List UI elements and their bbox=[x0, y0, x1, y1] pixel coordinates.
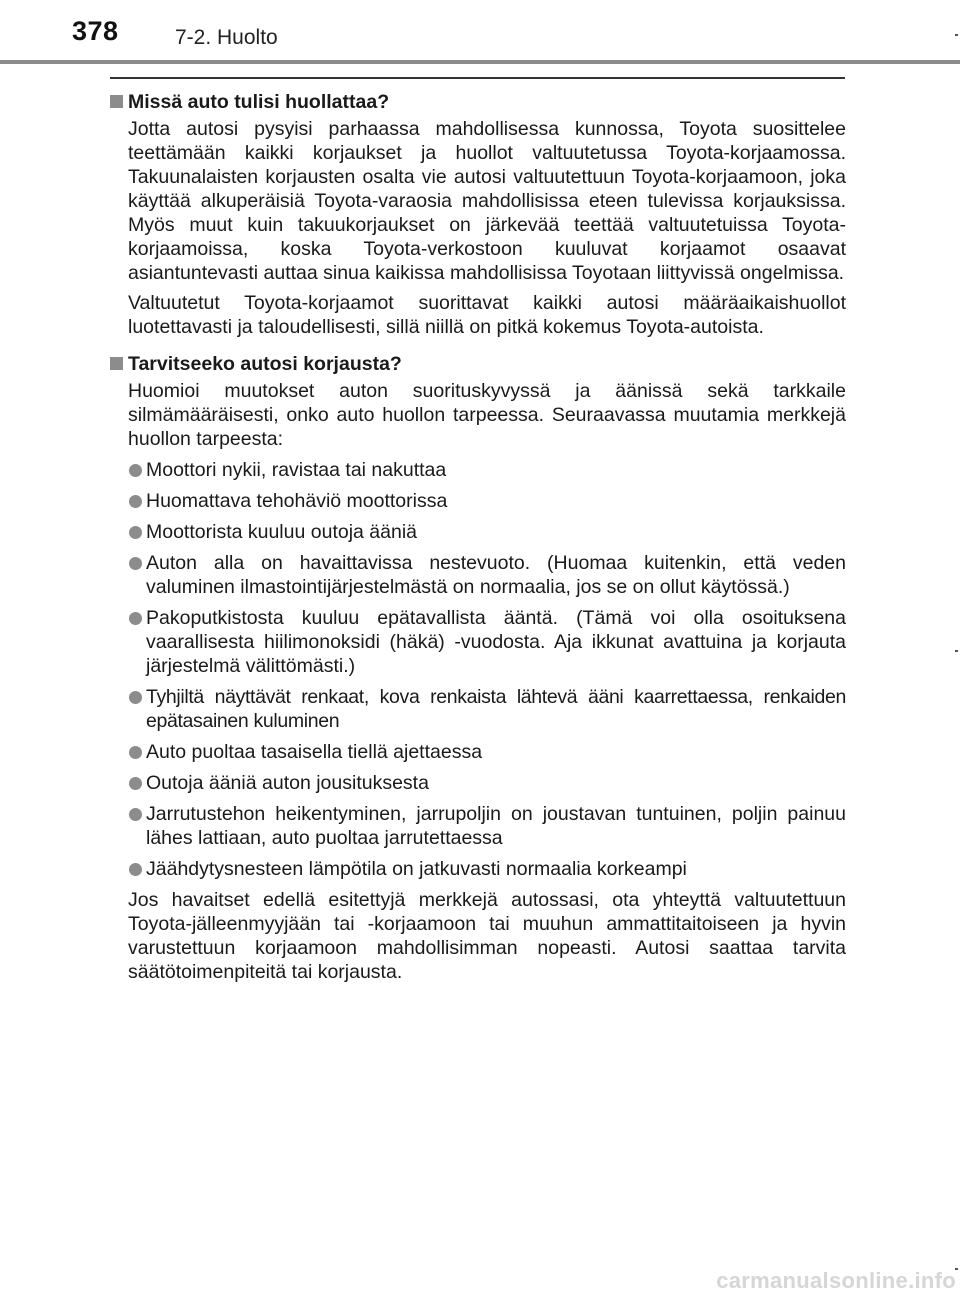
list-item-text: Auton alla on havaittavissa nestevuoto. (Huomaa kuitenkin, että veden valuminen ilmastointijärjestelmästä on normaalia, jos se on ollut käytössä.) bbox=[146, 552, 846, 598]
circle-bullet-icon bbox=[129, 808, 142, 821]
list-item bbox=[110, 857, 846, 881]
circle-bullet-icon bbox=[129, 612, 142, 625]
list-item bbox=[110, 489, 846, 513]
circle-bullet-icon bbox=[129, 777, 142, 790]
list-item bbox=[110, 458, 846, 482]
page-content bbox=[110, 90, 846, 984]
list-item-text: Jarrutustehon heikentyminen, jarrupoljin on joustavan tuntuinen, poljin painuu lähes lattiaan, auto puoltaa jarrutettaessa bbox=[146, 803, 846, 849]
closing-paragraph: Jos havaitset edellä esitettyjä merkkejä autossasi, ota yhteyttä valtuutettuun Toyota-jälleenmyyjään tai -korjaamoon tai muuhun ammattitaitoiseen ja hyvin varustettuun korjaamoon mahdollisimman nopeasti. Autosi saattaa tarvita säätötoimenpiteitä tai korjausta. bbox=[128, 889, 846, 983]
list-item bbox=[110, 551, 846, 599]
list-item bbox=[110, 802, 846, 850]
section-heading-text: Missä auto tulisi huollattaa? bbox=[128, 91, 390, 113]
list-item-text: Moottorista kuuluu outoja ääniä bbox=[146, 521, 418, 543]
circle-bullet-icon bbox=[129, 691, 142, 704]
circle-bullet-icon bbox=[129, 557, 142, 570]
list-item bbox=[110, 771, 846, 795]
list-item bbox=[110, 685, 846, 733]
page-number: 378 bbox=[72, 16, 119, 46]
square-bullet-icon bbox=[110, 95, 123, 108]
content-divider bbox=[110, 77, 845, 79]
section-where-to-service bbox=[110, 90, 846, 339]
list-item-text: Auto puoltaa tasaisella tiellä ajettaessa bbox=[146, 741, 483, 763]
section-title: 7-2. Huolto bbox=[175, 26, 278, 49]
list-item-text: Moottori nykii, ravistaa tai nakuttaa bbox=[146, 459, 447, 481]
circle-bullet-icon bbox=[129, 526, 142, 539]
list-item-text: Pakoputkistosta kuuluu epätavallista ääntä. (Tämä voi olla osoituksena vaarallisesta hiilimonoksidi (häkä) -vuodosta. Aja ikkunat avattuina ja korjauta järjestelmä välittömästi.) bbox=[146, 607, 846, 677]
paragraph: Valtuutetut Toyota-korjaamot suorittavat kaikki autosi määräaikaishuollot luotettavasti ja taloudellisesti, sillä niillä on pitkä kokemus Toyota-autoista. bbox=[128, 292, 846, 338]
header-divider bbox=[0, 60, 960, 64]
list-item bbox=[110, 740, 846, 764]
section-heading-text: Tarvitseeko autosi korjausta? bbox=[128, 353, 402, 375]
circle-bullet-icon bbox=[129, 863, 142, 876]
list-item-text: Outoja ääniä auton jousituksesta bbox=[146, 772, 429, 794]
symptom-list bbox=[110, 458, 846, 881]
paragraph: Jotta autosi pysyisi parhaassa mahdollisessa kunnossa, Toyota suosittelee teettämään kaikki korjaukset ja huollot valtuutetussa Toyota-korjaamossa. Takuunalaisten korjausten osalta vie autosi valtuutettuun Toyota-korjaamoon, joka käyttää alkuperäisiä Toyota-varaosia mahdollisissa eteen tulevissa korjauksissa. Myös muut kuin takuukorjaukset on järkevää teettää valtuutetuissa Toyota-korjaamoissa, koska Toyota-verkostoon kuuluvat korjaamot osaavat asiantuntevasti auttaa sinua kaikissa mahdollisissa Toyotaan liittyvissä ongelmissa. bbox=[128, 118, 846, 284]
section-heading bbox=[110, 90, 846, 114]
crop-mark bbox=[955, 34, 958, 36]
intro-paragraph: Huomioi muutokset auton suorituskyvyssä ja äänissä sekä tarkkaile silmämääräisesti, onko auto huollon tarpeessa. Seuraavassa muutamia merkkejä huollon tarpeesta: bbox=[128, 380, 846, 450]
list-item bbox=[110, 520, 846, 544]
list-item-text: Tyhjiltä näyttävät renkaat, kova renkaista lähtevä ääni kaarrettaessa, renkaiden epätasainen kuluminen bbox=[146, 686, 846, 732]
circle-bullet-icon bbox=[129, 746, 142, 759]
square-bullet-icon bbox=[110, 357, 123, 370]
crop-mark bbox=[955, 650, 958, 652]
circle-bullet-icon bbox=[129, 464, 142, 477]
watermark-text: carmanualsonline.info bbox=[716, 1268, 956, 1293]
page-header bbox=[0, 0, 960, 64]
list-item-text: Jäähdytysnesteen lämpötila on jatkuvasti normaalia korkeampi bbox=[146, 858, 687, 880]
section-heading bbox=[110, 352, 846, 376]
section-needs-repair bbox=[110, 352, 846, 984]
circle-bullet-icon bbox=[129, 495, 142, 508]
list-item-text: Huomattava tehohäviö moottorissa bbox=[146, 490, 448, 512]
list-item bbox=[110, 606, 846, 678]
